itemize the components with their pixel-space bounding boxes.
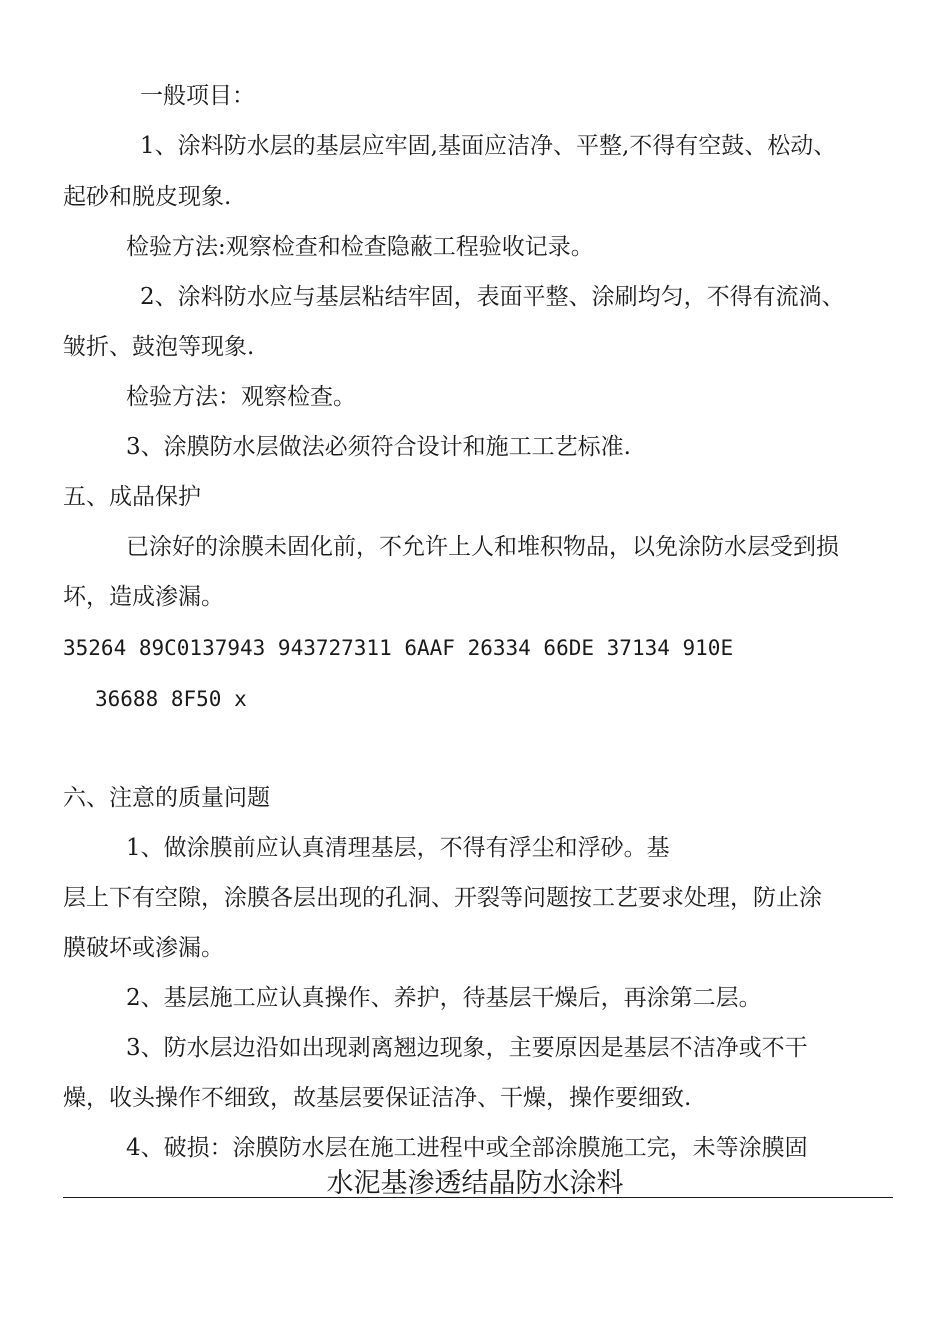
paragraph-line: 皱折、鼓泡等现象. — [63, 334, 255, 360]
paragraph-line: 1、做涂膜前应认真清理基层，不得有浮尘和浮砂。基 — [126, 835, 670, 861]
footer-title: 水泥基渗透结晶防水涂料 — [326, 1168, 624, 1199]
paragraph-line: 层上下有空隙，涂膜各层出现的孔洞、开裂等问题按工艺要求处理，防止涂 — [63, 885, 822, 911]
section-heading-product-protection: 五、成品保护 — [63, 484, 201, 510]
paragraph-line: 膜破坏或渗漏。 — [63, 935, 224, 961]
paragraph-line: 检验方法：观察检查。 — [126, 384, 356, 410]
paragraph-line: 已涂好的涂膜未固化前，不允许上人和堆积物品，以免涂防水层受到损 — [126, 534, 839, 560]
paragraph-line: 1、涂料防水层的基层应牢固,基面应洁净、平整,不得有空鼓、松动、 — [140, 133, 837, 159]
paragraph-line: 坏，造成渗漏。 — [63, 584, 224, 610]
paragraph-line: 3、防水层边沿如出现剥离翘边现象，主要原因是基层不洁净或不干 — [126, 1035, 808, 1061]
paragraph-line: 起砂和脱皮现象. — [63, 184, 232, 210]
paragraph-line: 检验方法:观察检查和检查隐蔽工程验收记录。 — [126, 234, 594, 260]
section-heading-quality-issues: 六、注意的质量问题 — [63, 785, 270, 811]
footer-divider — [63, 1197, 893, 1198]
paragraph-line: 4、破损：涂膜防水层在施工进程中或全部涂膜施工完，未等涂膜固 — [126, 1135, 808, 1161]
code-string-line: 35264 89C0137943 943727311 6AAF 26334 66DE 37134 910E — [63, 636, 734, 660]
heading-general-items: 一般项目： — [140, 83, 255, 109]
paragraph-line: 3、涂膜防水层做法必须符合设计和施工工艺标准. — [126, 434, 631, 460]
paragraph-line: 2、涂料防水应与基层粘结牢固，表面平整、涂刷均匀，不得有流淌、 — [140, 284, 845, 310]
paragraph-line: 燥，收头操作不细致，故基层要保证洁净、干燥，操作要细致. — [63, 1085, 692, 1111]
code-string-line: 36688 8F50 x — [95, 687, 247, 711]
paragraph-line: 2、基层施工应认真操作、养护，待基层干燥后，再涂第二层。 — [126, 985, 762, 1011]
